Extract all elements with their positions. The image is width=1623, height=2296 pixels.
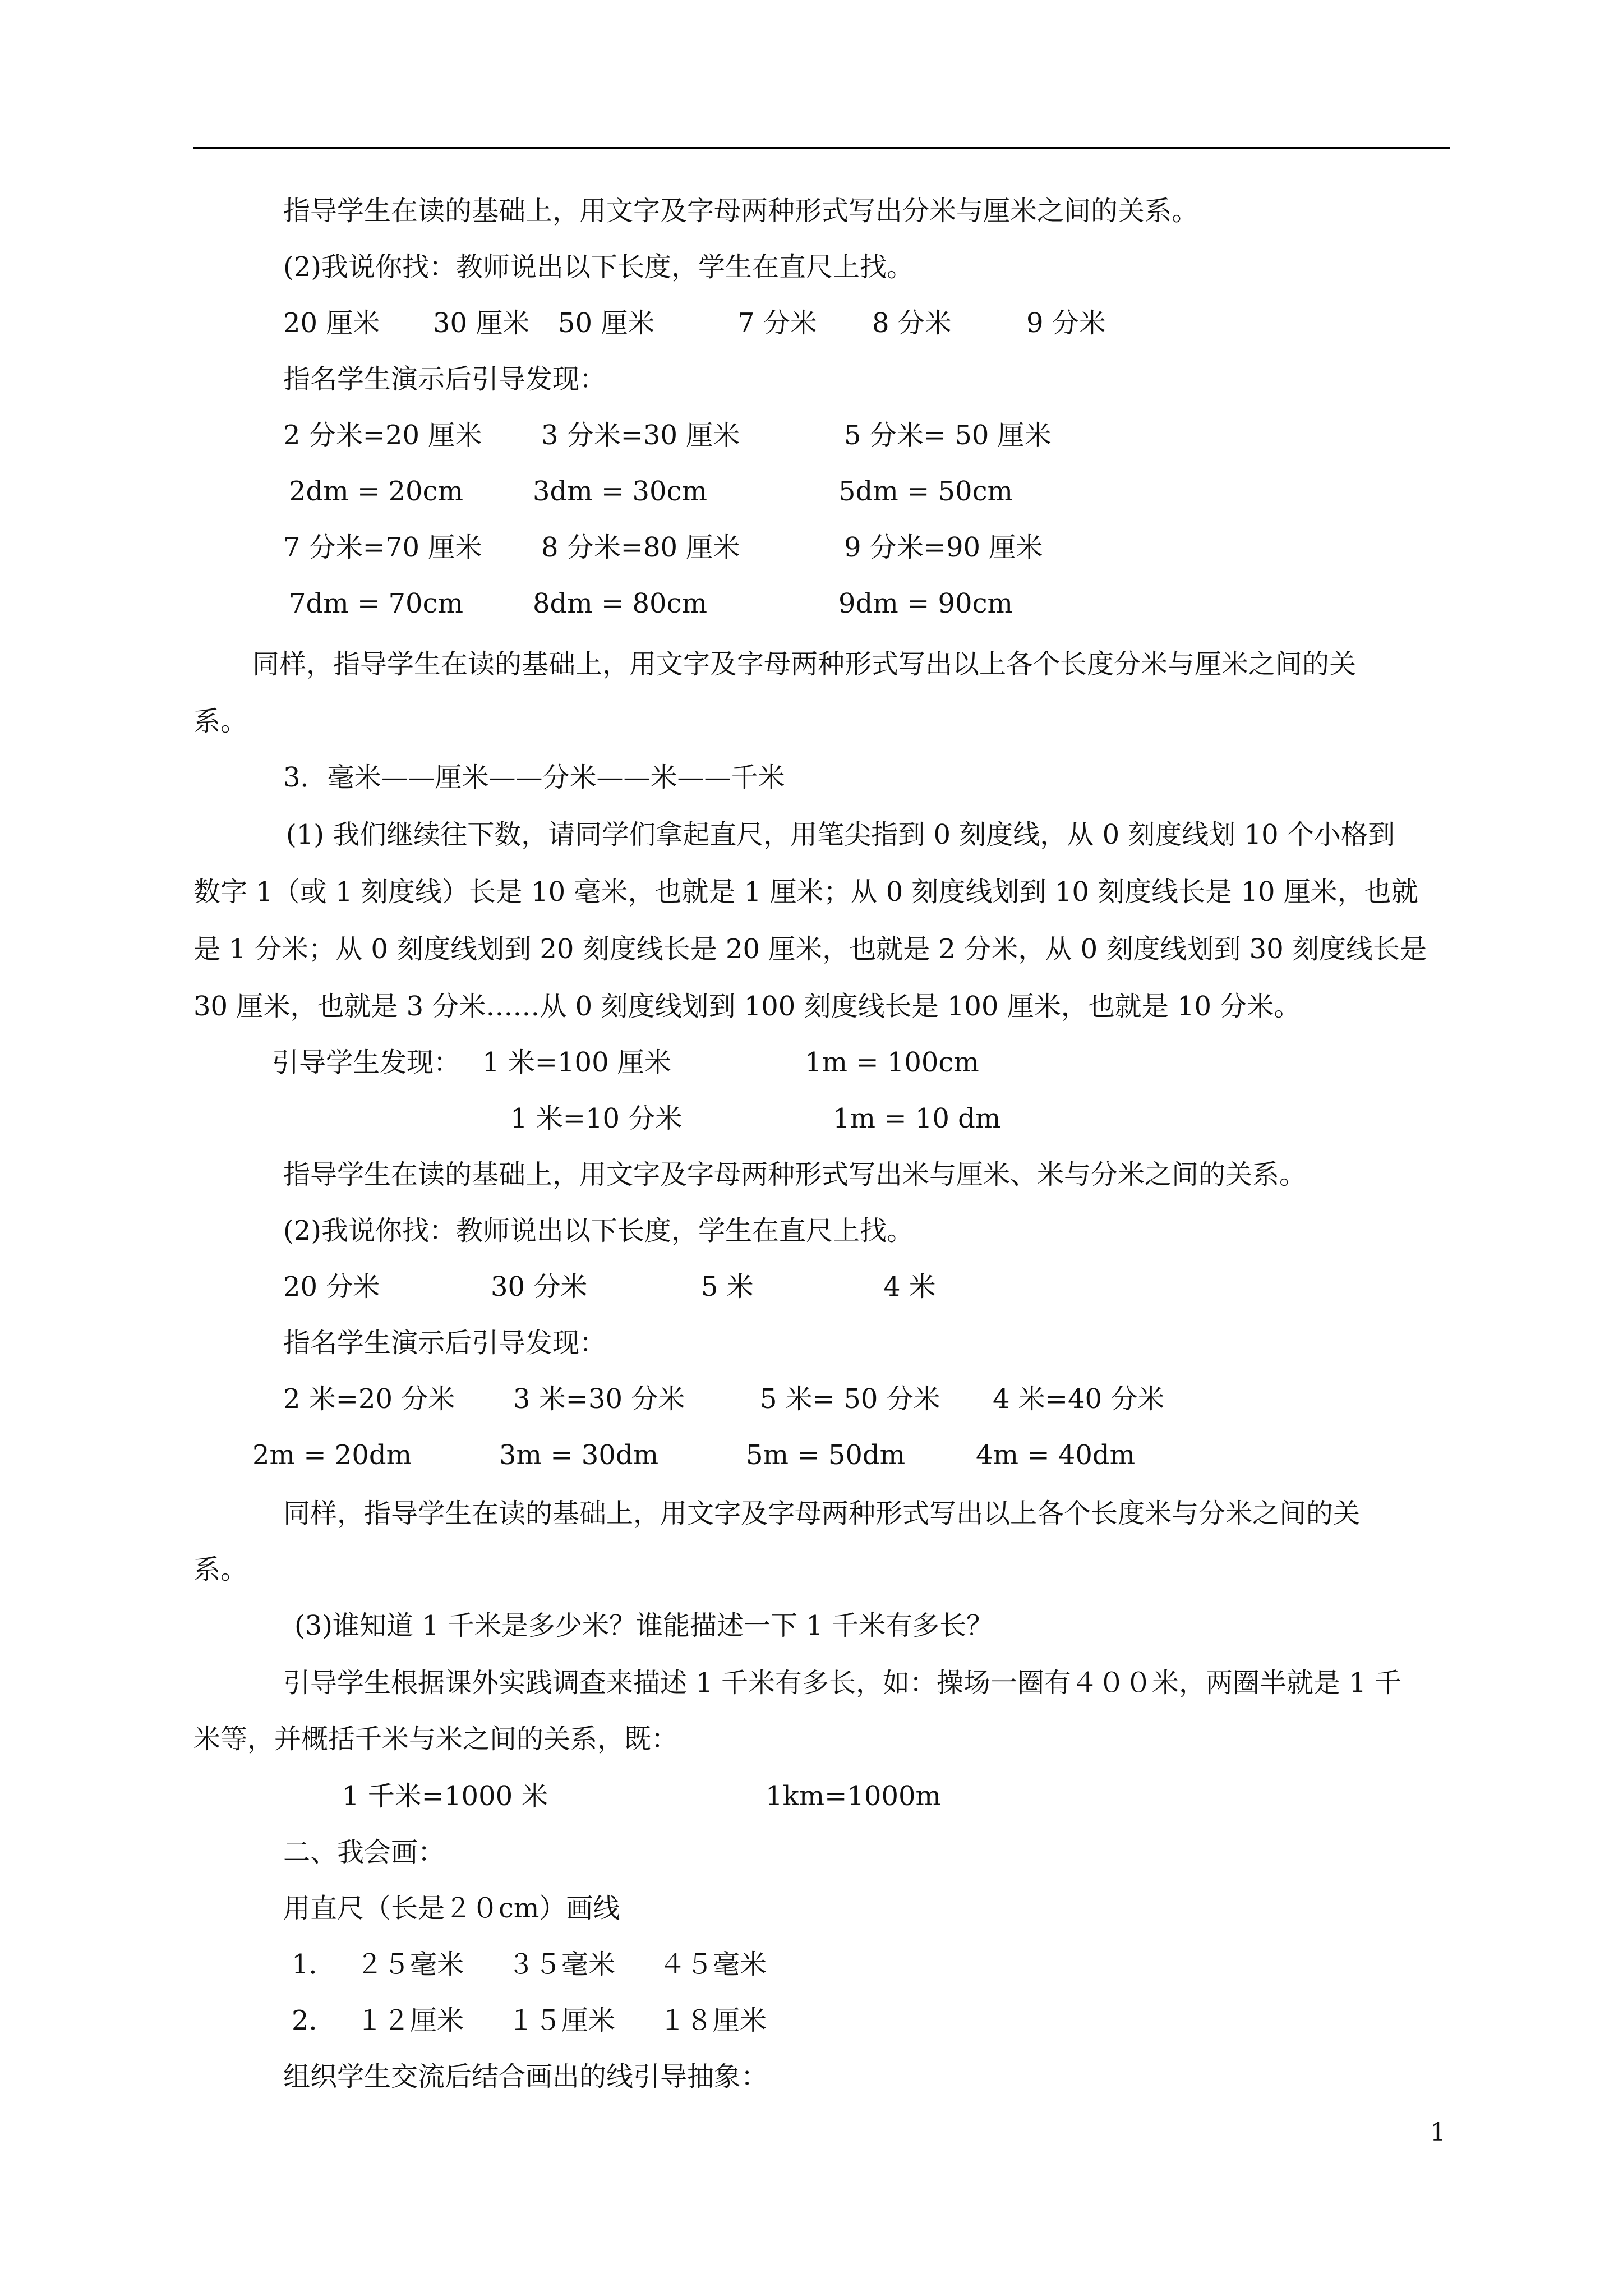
page-number: 1 <box>1430 2118 1446 2147</box>
equation-row <box>0 590 1623 624</box>
exercise-cell: １２厘米 <box>356 2005 464 2036</box>
length-cell: 8 分米 <box>872 307 952 339</box>
paragraph-line: 指导学生在读的基础上，用文字及字母两种形式写出米与厘米、米与分米之间的关系。 <box>283 1159 1307 1190</box>
equation-cell: 1 米=100 厘米 <box>482 1047 671 1078</box>
equation-cell: 1km=1000m <box>766 1780 942 1812</box>
equation-cell: 2 分米=20 厘米 <box>283 420 482 451</box>
equation-cell: 4m = 40dm <box>976 1439 1136 1471</box>
paragraph-line: 是 1 分米；从 0 刻度线划到 20 刻度线长是 20 厘米，也就是 2 分米，从 0 刻度线划到 30 刻度线长是 <box>193 933 1427 965</box>
equation-row <box>0 1780 1623 1816</box>
length-cell: 20 分米 <box>283 1271 380 1303</box>
equation-row <box>0 534 1623 568</box>
equation-cell: 5 分米= 50 厘米 <box>844 420 1052 451</box>
equation-row <box>0 1439 1623 1475</box>
equation-cell: 3dm = 30cm <box>533 476 707 507</box>
equation-cell: 3m = 30dm <box>499 1439 659 1471</box>
finding-label: 引导学生发现： <box>272 1047 461 1078</box>
exercise-cell: ２５毫米 <box>356 1949 464 1980</box>
equation-row <box>0 1383 1623 1419</box>
equation-cell: 9dm = 90cm <box>838 588 1013 619</box>
equation-cell: 3 米=30 分米 <box>513 1383 685 1415</box>
exercise-cell: １８厘米 <box>659 2005 767 2036</box>
exercise-number: 1． <box>292 1949 336 1980</box>
section-heading: 二、我会画： <box>283 1837 445 1868</box>
length-cell: 20 厘米 <box>283 307 380 339</box>
paragraph-line: (3)谁知道 1 千米是多少米？谁能描述一下 1 千米有多长？ <box>294 1610 994 1641</box>
equation-cell: 7dm = 70cm <box>289 588 463 619</box>
equation-cell: 1 米=10 分米 <box>510 1103 683 1134</box>
paragraph-line: 指名学生演示后引导发现： <box>283 364 607 395</box>
equation-cell: 8 分米=80 厘米 <box>541 532 740 563</box>
paragraph-line: 指名学生演示后引导发现： <box>283 1327 607 1359</box>
equation-cell: 3 分米=30 厘米 <box>541 420 740 451</box>
paragraph-line: 数字 1（或 1 刻度线）长是 10 毫米，也就是 1 厘米；从 0 刻度线划到 10 刻度线长是 10 厘米，也就 <box>193 876 1418 908</box>
equation-row <box>0 422 1623 455</box>
equation-cell: 1m = 10 dm <box>833 1103 1001 1134</box>
paragraph-line: 系。 <box>193 1554 248 1585</box>
length-cell: 30 分米 <box>491 1271 588 1303</box>
equation-cell: 2 米=20 分米 <box>283 1383 455 1415</box>
exercise-number: 2． <box>292 2005 336 2036</box>
header-rule <box>193 147 1450 149</box>
length-cell: 50 厘米 <box>558 307 655 339</box>
paragraph-line: (1) 我们继续往下数，请同学们拿起直尺，用笔尖指到 0 刻度线，从 0 刻度线划 10 个小格到 <box>286 819 1395 850</box>
exercise-row <box>0 2007 1623 2041</box>
length-cell: 5 米 <box>701 1271 754 1303</box>
paragraph-line: 同样，指导学生在读的基础上，用文字及字母两种形式写出以上各个长度分米与厘米之间的关 <box>252 648 1357 680</box>
length-cell: 4 米 <box>883 1271 936 1303</box>
equation-cell: 1 千米=1000 米 <box>342 1780 548 1812</box>
paragraph-line: 用直尺（长是２０cm）画线 <box>283 1893 620 1924</box>
equation-cell: 2m = 20dm <box>252 1439 412 1471</box>
paragraph-line: (2)我说你找：教师说出以下长度，学生在直尺上找。 <box>283 251 914 283</box>
paragraph-line: 30 厘米，也就是 3 分米……从 0 刻度线划到 100 刻度线长是 100 厘米，也就是 10 分米。 <box>193 991 1301 1022</box>
paragraph-line: 同样，指导学生在读的基础上，用文字及字母两种形式写出以上各个长度米与分米之间的关 <box>283 1498 1361 1529</box>
paragraph-line: (2)我说你找：教师说出以下长度，学生在直尺上找。 <box>283 1215 914 1246</box>
exercise-cell: ４５毫米 <box>659 1949 767 1980</box>
length-cell: 9 分米 <box>1026 307 1106 339</box>
section-heading: 3．毫米——厘米——分米——米——千米 <box>283 762 785 793</box>
equation-row <box>0 478 1623 512</box>
equation-cell: 5 米= 50 分米 <box>760 1383 940 1415</box>
paragraph-line: 引导学生根据课外实践调查来描述 1 千米有多长，如：操场一圈有４００米，两圈半就是 1 千 <box>283 1667 1402 1699</box>
equation-cell: 9 分米=90 厘米 <box>844 532 1043 563</box>
length-list-row <box>0 1273 1623 1307</box>
equation-cell: 2dm = 20cm <box>289 476 463 507</box>
equation-cell: 5dm = 50cm <box>838 476 1013 507</box>
length-cell: 7 分米 <box>737 307 817 339</box>
equation-row <box>0 1105 1623 1139</box>
equation-cell: 4 米=40 分米 <box>993 1383 1165 1415</box>
paragraph-line: 组织学生交流后结合画出的线引导抽象： <box>283 2061 768 2092</box>
equation-cell: 8dm = 80cm <box>533 588 707 619</box>
equation-cell: 7 分米=70 厘米 <box>283 532 482 563</box>
paragraph-line: 米等，并概括千米与米之间的关系，既： <box>193 1723 679 1755</box>
equation-cell: 1m = 100cm <box>805 1047 979 1078</box>
exercise-cell: ３５毫米 <box>508 1949 616 1980</box>
equation-row <box>0 1049 1623 1083</box>
length-cell: 30 厘米 <box>433 307 530 339</box>
exercise-cell: １５厘米 <box>508 2005 616 2036</box>
equation-cell: 5m = 50dm <box>746 1439 906 1471</box>
exercise-row <box>0 1951 1623 1985</box>
paragraph-line: 系。 <box>193 706 248 737</box>
length-list-row <box>0 307 1623 343</box>
paragraph-line: 指导学生在读的基础上，用文字及字母两种形式写出分米与厘米之间的关系。 <box>283 195 1199 227</box>
